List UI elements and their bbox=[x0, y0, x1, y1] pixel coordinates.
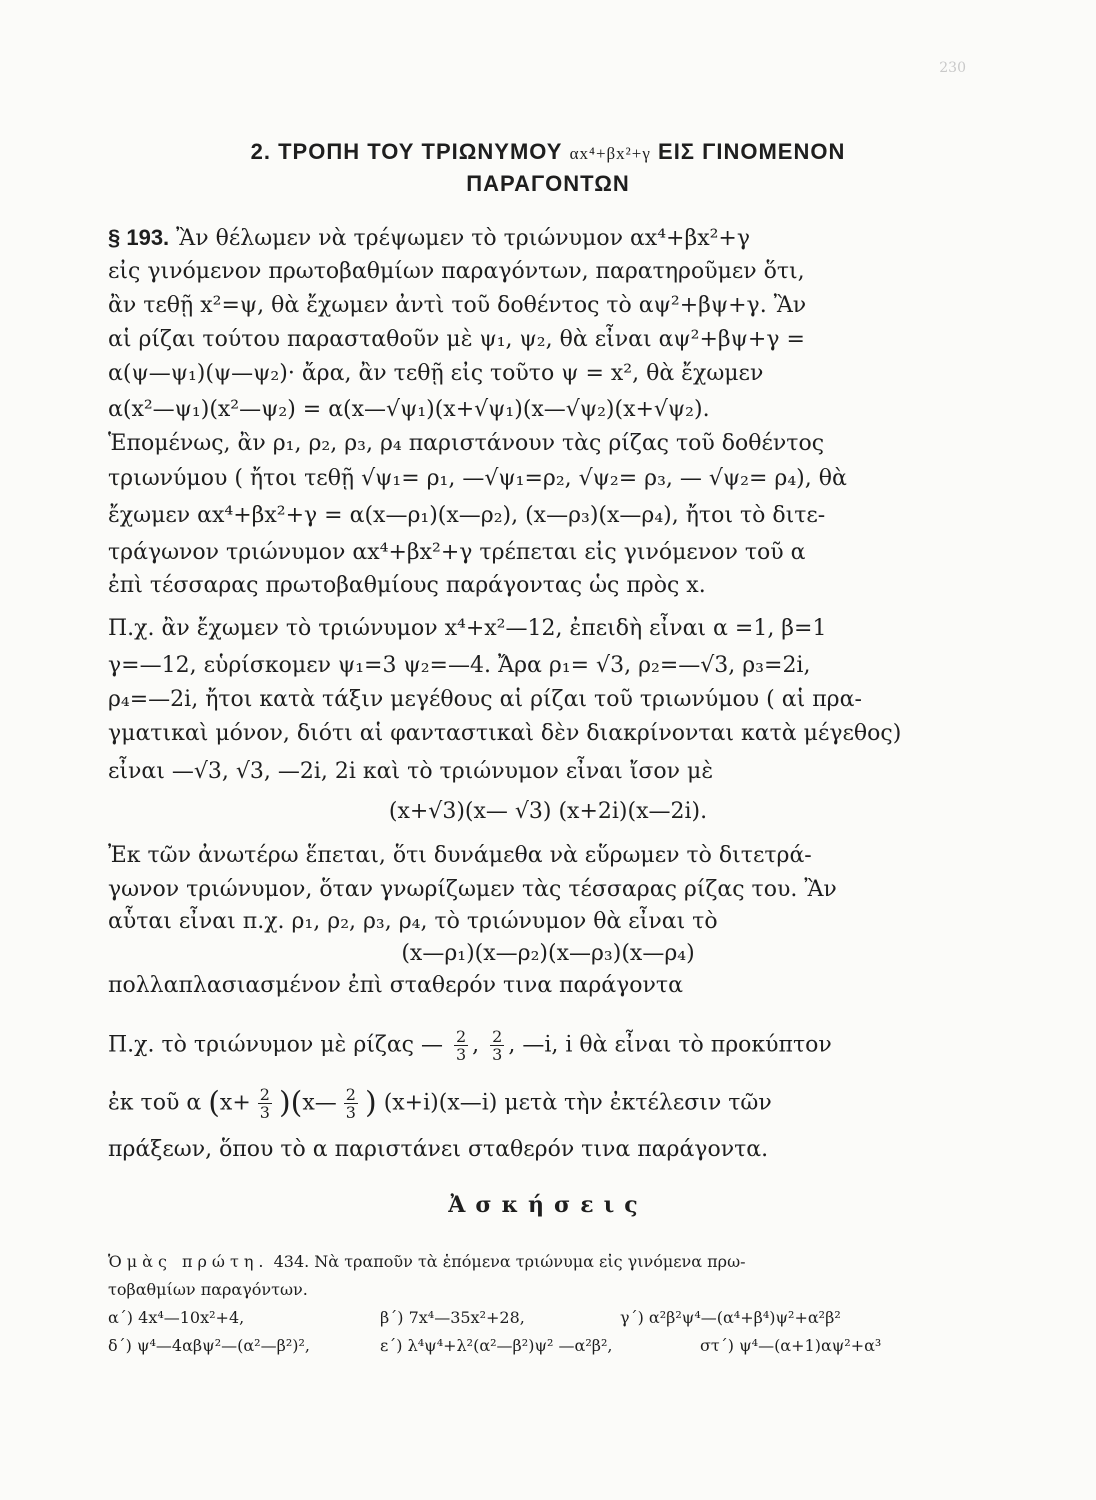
exercise-item: γ΄) α²β²ψ⁴—(α⁴+β⁴)ψ²+α²β² bbox=[620, 1308, 841, 1327]
exercise-intro bbox=[108, 1250, 746, 1274]
example-line: Π.χ. τὸ τριώνυμον μὲ ρίζας — $\frac{2}{3}$ , $\frac{2}{3}$ , —i, i θὰ εἶναι τὸ προκύπτον bbox=[108, 1027, 832, 1064]
exercise-item: δ΄) ψ⁴—4αβψ²—(α²—β²)², bbox=[108, 1336, 310, 1355]
page-number: 230 bbox=[939, 60, 966, 76]
fraction-denominator: 3 bbox=[345, 1103, 356, 1122]
example-text: Π.χ. τὸ τριώνυμον μὲ ρίζας — bbox=[108, 1032, 443, 1058]
exercises-heading: Ἀσκήσεις bbox=[448, 1192, 648, 1218]
paragraph-line: α(ψ—ψ₁)(ψ—ψ₂)· ἄρα, ἂν τεθῇ εἰς τοῦτο ψ = x², θὰ ἔχωμεν bbox=[108, 361, 764, 386]
fraction bbox=[258, 1086, 272, 1121]
example-line: πράξεων, ὅπου τὸ α παριστάνει σταθερόν τινα παράγοντα. bbox=[108, 1137, 769, 1162]
section-marker: § 193. bbox=[108, 225, 170, 250]
paragraph-line: γωνον τριώνυμον, ὅταν γνωρίζωμεν τὰς τέσσαρας ρίζας του. Ἂν bbox=[108, 877, 837, 902]
paragraph-line: αὗται εἶναι π.χ. ρ₁, ρ₂, ρ₃, ρ₄, τὸ τριώνυμον θὰ εἶναι τὸ bbox=[108, 909, 718, 934]
paragraph-line: τριωνύμου ( ἤτοι τεθῇ √ψ₁= ρ₁, —√ψ₁=ρ₂, √ψ₂= ρ₃, — √ψ₂= ρ₄), θὰ bbox=[108, 466, 847, 491]
paragraph-line: εἰς γινόμενον πρωτοβαθμίων παραγόντων, παρατηροῦμεν ὅτι, bbox=[108, 259, 805, 284]
centered-formula: (x+√3)(x— √3) (x+2i)(x—2i). bbox=[388, 799, 708, 824]
paragraph-line: ἐπὶ τέσσαρας πρωτοβαθμίους παράγοντας ὡς πρὸς x. bbox=[108, 573, 706, 598]
fraction-denominator: 3 bbox=[492, 1045, 503, 1064]
paragraph-line: πολλαπλασιασμένον ἐπὶ σταθερόν τινα παράγοντα bbox=[108, 973, 683, 998]
exercise-intro-line2: τοβαθμίων παραγόντων. bbox=[108, 1280, 308, 1299]
title-suffix: ΕΙΣ ΓΙΝΟΜΕΝΟΝ bbox=[658, 139, 846, 164]
paragraph-line: α(x²—ψ₁)(x²—ψ₂) = α(x—√ψ₁)(x+√ψ₁)(x—√ψ₂)(x+√ψ₂). bbox=[108, 397, 710, 422]
fraction-denominator: 3 bbox=[259, 1103, 270, 1122]
paragraph-line: Ἐκ τῶν ἀνωτέρω ἕπεται, ὅτι δυνάμεθα νὰ εὕρωμεν τὸ διτετρά- bbox=[108, 843, 812, 868]
example-line: Π.χ. ἂν ἔχωμεν τὸ τριώνυμον x⁴+x²—12, ἐπειδὴ εἶναι α =1, β=1 bbox=[108, 616, 827, 641]
example-line: εἶναι —√3, √3, —2i, 2i καὶ τὸ τριώνυμον εἶναι ἴσον μὲ bbox=[108, 759, 714, 784]
example-line: γ=—12, εὑρίσκομεν ψ₁=3 ψ₂=—4. Ἄρα ρ₁= √3, ρ₂=—√3, ρ₃=2i, bbox=[108, 653, 811, 678]
paragraph-line: Ἑπομένως, ἂν ρ₁, ρ₂, ρ₃, ρ₄ παριστάνουν τὰς ρίζας τοῦ δοθέντος bbox=[108, 431, 825, 456]
paragraph-line bbox=[108, 222, 750, 255]
example-line: ἐκ τοῦ α ($x+ \frac{2}{3}$ )(x— $\frac{2}{3}$ ) (x+i)(x—i) μετὰ τὴν ἐκτέλεσιν τῶν bbox=[108, 1085, 772, 1122]
exercise-item: β΄) 7x⁴—35x²+28, bbox=[380, 1308, 525, 1327]
title-prefix: 2. ΤΡΟΠΗ ΤΟΥ ΤΡΙΩΝΥΜΟΥ bbox=[250, 139, 563, 164]
paragraph-line: τράγωνον τριώνυμον αx⁴+βx²+γ τρέπεται εἰς γινόμενον τοῦ α bbox=[108, 540, 806, 565]
section-title-line2: ΠΑΡΑΓΟΝΤΩΝ bbox=[466, 171, 630, 196]
fraction-denominator: 3 bbox=[455, 1045, 467, 1064]
fraction-numerator: 2 bbox=[259, 1085, 270, 1104]
exercise-item: α΄) 4x⁴—10x²+4, bbox=[108, 1308, 245, 1327]
paren: )( bbox=[278, 1085, 303, 1121]
example-line: ρ₄=—2i, ἤτοι κατὰ τάξιν μεγέθους αἱ ρίζαι τοῦ τριωνύμου ( αἱ πρα- bbox=[108, 687, 862, 712]
example-text: ἐκ τοῦ α bbox=[108, 1090, 202, 1116]
example-text: (x+i)(x—i) μετὰ τὴν ἐκτέλεσιν τῶν bbox=[383, 1090, 772, 1116]
centered-formula: (x—ρ₁)(x—ρ₂)(x—ρ₃)(x—ρ₄) bbox=[401, 941, 695, 966]
fraction bbox=[454, 1028, 468, 1063]
fraction bbox=[490, 1028, 504, 1063]
exercise-intro-text: 434. Νὰ τραποῦν τὰ ἑπόμενα τριώνυμα εἰς γινόμενα πρω- bbox=[273, 1252, 746, 1271]
fraction-numerator: 2 bbox=[492, 1027, 503, 1046]
example-line: γματικαὶ μόνον, διότι αἱ φανταστικαὶ δὲν διακρίνονται κατὰ μέγεθος) bbox=[108, 721, 902, 746]
group-label: Ὁμὰς πρώτη. bbox=[108, 1252, 269, 1271]
fraction-numerator: 2 bbox=[345, 1085, 356, 1104]
exercise-item: στ΄) ψ⁴—(α+1)αψ²+α³ bbox=[700, 1336, 882, 1355]
paragraph-line: ἂν τεθῇ x²=ψ, θὰ ἔχωμεν ἀντὶ τοῦ δοθέντος τὸ αψ²+βψ+γ. Ἂν bbox=[108, 293, 807, 318]
fraction-numerator: 2 bbox=[455, 1027, 467, 1046]
exercise-item: ε΄) λ⁴ψ⁴+λ²(α²—β²)ψ² —α²β², bbox=[380, 1336, 613, 1355]
section-title bbox=[0, 136, 1096, 170]
example-text: —i, i θὰ εἶναι τὸ προκύπτον bbox=[522, 1032, 832, 1058]
paren: ) bbox=[364, 1085, 377, 1121]
paragraph-line: ἔχωμεν αx⁴+βx²+γ = α(x—ρ₁)(x—ρ₂), (x—ρ₃)(x—ρ₄), ἤτοι τὸ διτε- bbox=[108, 503, 826, 528]
paren: ( bbox=[208, 1085, 220, 1121]
paragraph-line: αἱ ρίζαι τούτου παρασταθοῦν μὲ ψ₁, ψ₂, θὰ εἶναι αψ²+βψ+γ = bbox=[108, 327, 805, 352]
fraction bbox=[344, 1086, 358, 1121]
paragraph-text: Ἂν θέλωμεν νὰ τρέψωμεν τὸ τριώνυμον αx⁴+βx²+γ bbox=[176, 226, 750, 251]
title-formula: αx⁴+βx²+γ bbox=[569, 144, 651, 163]
